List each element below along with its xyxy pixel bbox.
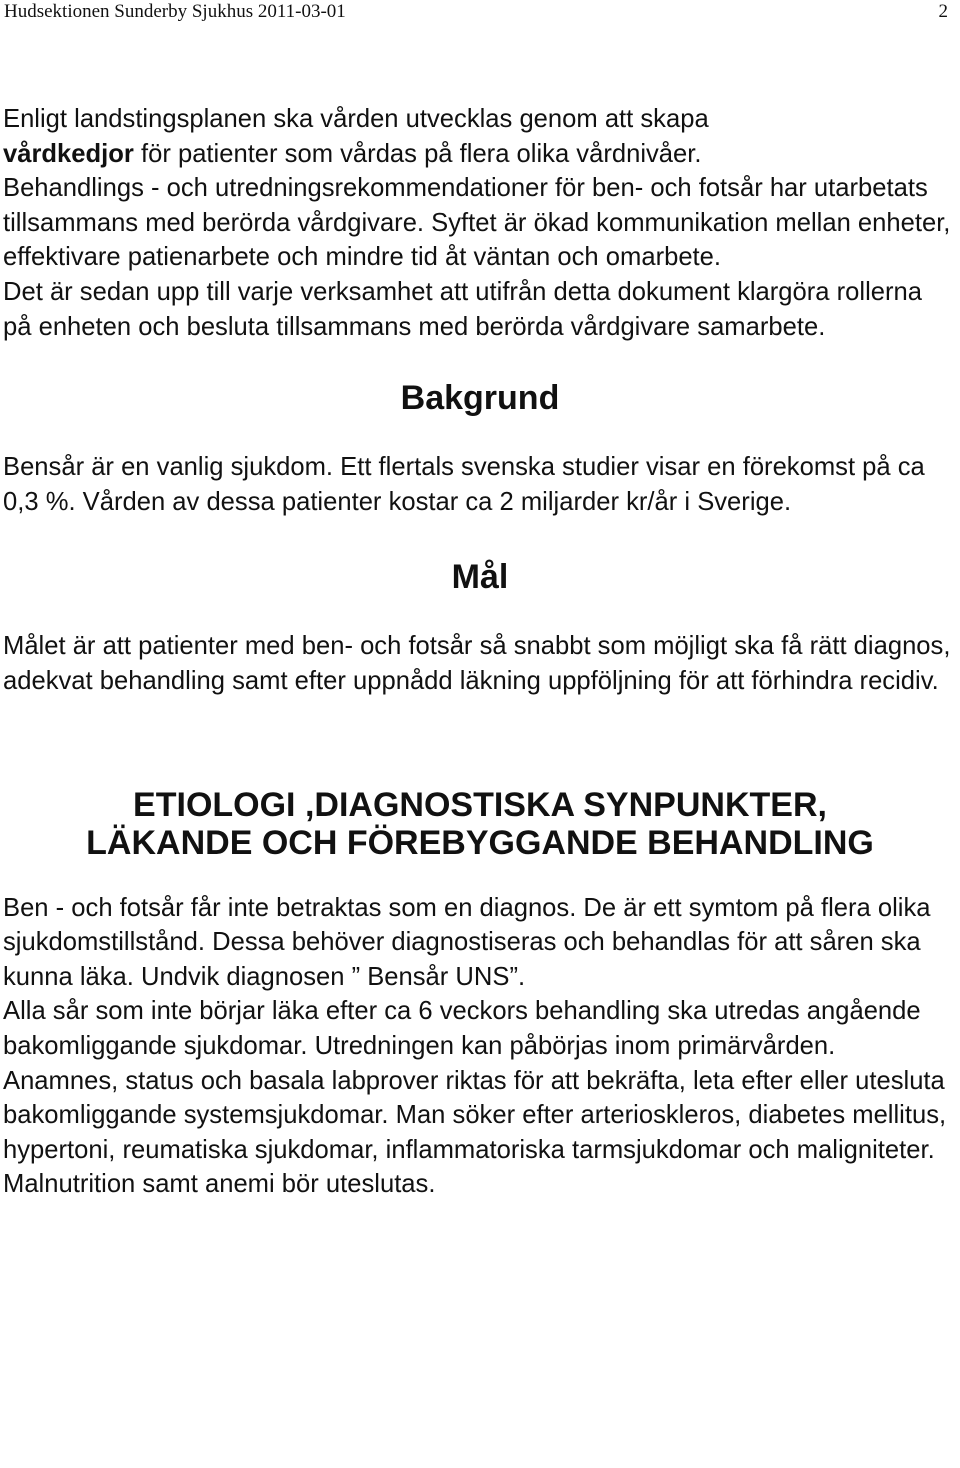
etiologi-paragraph-4: Malnutrition samt anemi bör uteslutas.	[3, 1170, 436, 1199]
heading-bakgrund: Bakgrund	[400, 379, 560, 418]
heading-mal: Mål	[451, 558, 509, 597]
page-number: 2	[938, 1, 948, 22]
heading-etiologi-line1: ETIOLOGI ,DIAGNOSTISKA SYNPUNKTER,	[133, 785, 827, 824]
page-header	[0, 0, 960, 30]
etiologi-paragraph-3: Anamnes, status och basala labprover riktas för att bekräfta, leta efter eller utesluta bakomliggande systemsjukdomar. Man söker efter arterioskleros, diabetes mellitus, hypertoni, reumatiska sjukdomar, inflammatoriska tarmsjukdomar och maligniteter.	[3, 1066, 947, 1164]
etiologi-paragraph-1: Ben - och fotsår får inte betraktas som en diagnos. De är ett symtom på flera olika sjukdomstillstånd. Dessa behöver diagnostiseras och behandlas för att såren ska kunna läka. Undvik diagnosen ” Bensår UNS”.	[3, 893, 931, 991]
intro-paragraph	[3, 102, 957, 275]
intro-paragraph-2: Det är sedan upp till varje verksamhet att utifrån detta dokument klargöra rollerna på enheten och besluta tillsammans med berörda vårdgivare samarbete.	[3, 277, 923, 341]
header-title: Hudsektionen Sunderby Sjukhus 2011-03-01	[4, 1, 346, 22]
document-body	[3, 102, 957, 1202]
intro-line2-rest: för patienter som vårdas på flera olika vårdnivåer.	[133, 139, 702, 168]
intro-bold-term: vårdkedjor	[3, 139, 134, 168]
intro-text-rest: Behandlings - och utredningsrekommendationer för ben- och fotsår har utarbetats tillsammans med berörda vårdgivare. Syftet är ökad kommunikation mellan enheter, effektivare patienarbete och mindre tid åt väntan och omarbete.	[3, 174, 951, 272]
mal-text: Målet är att patienter med ben- och fotsår så snabbt som möjligt ska få rätt diagnos, adekvat behandling samt efter uppnådd läkning uppföljning för att förhindra recidiv.	[3, 632, 951, 695]
intro-line1: Enligt landstingsplanen ska vården utvecklas genom att skapa	[3, 105, 709, 133]
etiologi-paragraph-2: Alla sår som inte börjar läka efter ca 6 veckors behandling ska utredas angående bakomliggande sjukdomar. Utredningen kan påbörjas inom primärvården.	[3, 997, 921, 1060]
bakgrund-text: Bensår är en vanlig sjukdom. Ett flertals svenska studier visar en förekomst på ca 0,3 %. Vården av dessa patienter kostar ca 2 miljarder kr/år i Sverige.	[3, 453, 925, 516]
heading-etiologi-line2: LÄKANDE OCH FÖREBYGGANDE BEHANDLING	[86, 823, 874, 862]
heading-etiologi	[3, 786, 957, 862]
